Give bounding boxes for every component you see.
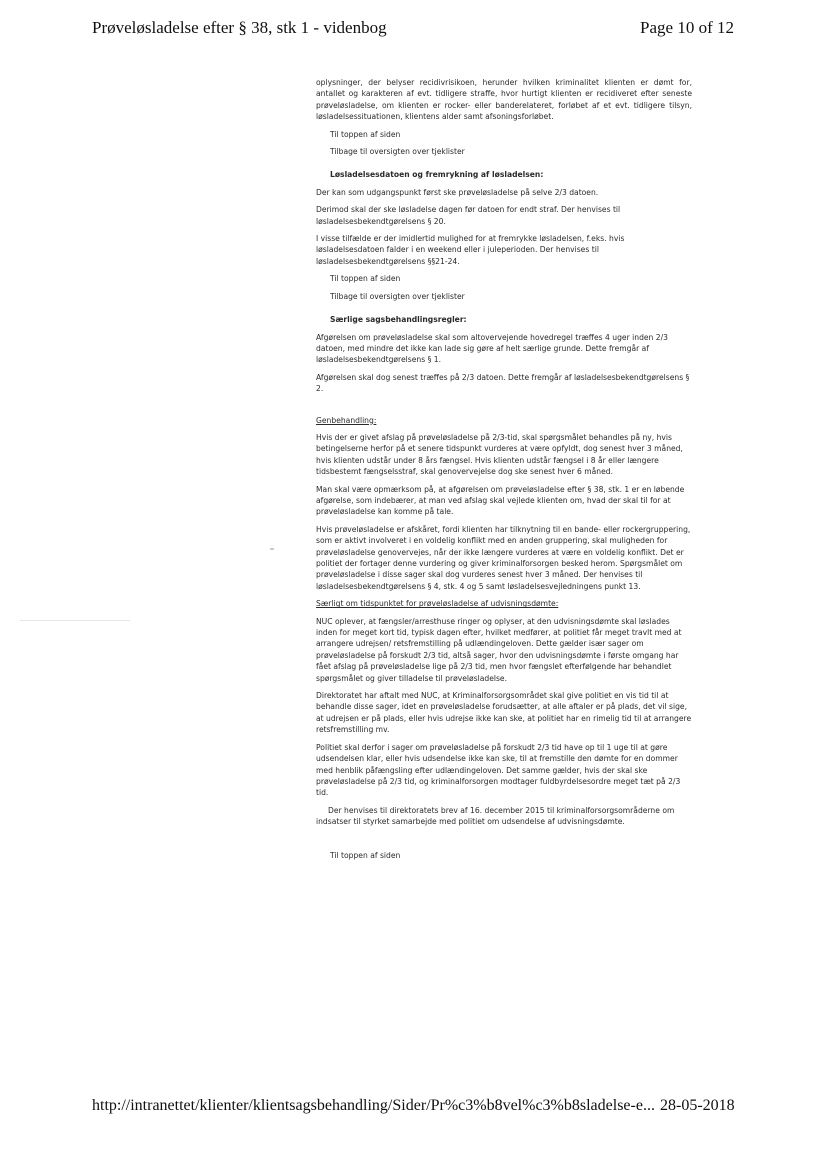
- release-date-paragraph-2: Derimod skal der ske løsladelse dagen før datoen for endt straf. Der henvises til løsladelsesbekendtgørelsens § 20.: [316, 205, 621, 226]
- release-date-paragraph-3: I visse tilfælde er der imidlertid mulighed for at fremrykke løsladelsen, f.eks. hvis løsladelsesdatoen falder i en weekend eller i juleperioden. Der henvises til løsladelsesbekendtgørelsens §§21-24.: [316, 234, 625, 266]
- release-date-paragraph-1: Der kan som udgangspunkt først ske prøveløsladelse på selve 2/3 datoen.: [316, 187, 599, 197]
- deportation-paragraph-1: NUC oplever, at fængsler/arresthuse ringer og oplyser, at den udvisningsdømte skal løslades inden for meget kort tid, typisk dagen efter, hvilket medfører, at politiet får meget travlt med at arrangere udrejsen/ retsfremstilling på udlændingeloven. Dette gælder især sager om prøveløsladelse på forskudt 2/3 tid, altså sager, hvor den udvisningsdømte i første omgang har fået afslag på prøveløsladelse lige på 2/3 tid, men hvor fængslet efterfølgende har behandlet spørgsmålet og giver tilladelse til prøveløsladelse.: [316, 616, 682, 683]
- document-body: [316, 77, 692, 867]
- scan-speck: [20, 620, 130, 621]
- footer-date: 28-05-2018: [660, 1097, 735, 1114]
- page-header-title: Prøveløsladelse efter § 38, stk 1 - videnbog: [92, 18, 387, 37]
- link-back-to-checklists[interactable]: Tilbage til oversigten over tjeklister: [330, 291, 465, 301]
- reconsideration-paragraph-1: Hvis der er givet afslag på prøveløsladelse på 2/3-tid, skal spørgsmålet behandles på ny, hvis betingelserne herfor på et senere tidspunkt vurderes at være opfyldt, dog senest hver 3 måned, hvis klienten udstår under 8 års fængsel. Hvis klienten udstår fængsel i 8 år eller længere tidsbestemt fængselsstraf, skal genovervejelse dog ske senest hver 6 måned.: [316, 432, 683, 477]
- special-rules-paragraph-1: Afgørelsen om prøveløsladelse skal som altovervejende hovedregel træffes 4 uger inden 2/3 datoen, med mindre det ikke kan lade sig gøre af helt særlige grunde. Dette fremgår af løsladelsesbekendtgørelsens § 1.: [316, 332, 669, 365]
- link-top-of-page[interactable]: Til toppen af siden: [330, 274, 401, 284]
- scan-speck: [270, 548, 274, 550]
- deportation-paragraph-3: Politiet skal derfor i sager om prøveløsladelse på forskudt 2/3 tid have op til 1 uge til at gøre udsendelsen klar, eller hvis udsendelse ikke kan ske, til at fremstille den dømte for en dommer med henblik påfængsling efter udlændingeloven. Det samme gælder, hvis der skal ske prøveløsladelse på 2/3 tid, og kriminalforsorgen modtager fuldbyrdelsesordre meget tæt på 2/3 tid.: [316, 742, 681, 798]
- link-top-of-page[interactable]: Til toppen af siden: [330, 129, 401, 139]
- link-back-to-checklists[interactable]: Tilbage til oversigten over tjeklister: [330, 147, 465, 157]
- intro-paragraph: oplysninger, der belyser recidivrisikoen, herunder hvilken kriminalitet klienten er dømt for, antallet og karakteren af evt. tidligere straffe, hvor hurtigt klienten er recidiveret efter seneste prøveløsladelse, om klienten er rocker- eller banderelateret, forløbet af et evt. tidligere tilsyn, løsladelsessituationen, klientens alder samt afsoningsforløbet.: [316, 78, 692, 122]
- page-number: Page 10 of 12: [640, 18, 734, 37]
- heading-release-date: Løsladelsesdatoen og fremrykning af løsladelsen:: [330, 170, 544, 180]
- deportation-paragraph-2: Direktoratet har aftalt med NUC, at Kriminalforsorgsområdet skal give politiet en vis tid til at behandle disse sager, idet en prøveløsladelse forudsætter, at alle aftaler er på plads, det vil sige, at udrejsen er på plads, eller hvis udrejse ikke kan ske, at politiet har en rimelig tid til at arrangere retsfremstilling mv.: [316, 691, 692, 735]
- heading-special-rules: Særlige sagsbehandlingsregler:: [330, 315, 467, 325]
- deportation-paragraph-4: Der henvises til direktoratets brev af 16. december 2015 til kriminalforsorgsområderne om indsatser til styrket samarbejde med politiet om udsendelse af udvisningsdømte.: [316, 805, 675, 827]
- special-rules-paragraph-2: Afgørelsen skal dog senest træffes på 2/3 datoen. Dette fremgår af løsladelsesbekendtgørelsens § 2.: [316, 372, 690, 394]
- reconsideration-paragraph-2: Man skal være opmærksom på, at afgørelsen om prøveløsladelse efter § 38, stk. 1 er en løbende afgørelse, som indebærer, at man ved afslag skal vejlede klienten om, hvad der skal til for at prøveløsladelse kan komme på tale.: [316, 484, 685, 517]
- link-top-of-page[interactable]: Til toppen af siden: [330, 850, 401, 860]
- footer-url: http://intranettet/klienter/klientsagsbehandling/Sider/Pr%c3%b8vel%c3%b8sladelse-e...: [92, 1097, 655, 1114]
- reconsideration-paragraph-3: Hvis prøveløsladelse er afskåret, fordi klienten har tilknytning til en bande- eller rockergruppering, som er aktivt involveret i en voldelig konflikt med en anden gruppering, skal muligheden for prøveløsladelse genovervejes, når der ikke længere vurderes at være en voldelig konflikt. Det er politiet der fortager denne vurdering og giver kriminalforsorgen besked herom. Spørgsmålet om prøveløsladelse i disse sager skal dog vurderes senest hver 3 måned. Der henvises til løsladelsesbekendtgørelsens § 4, stk. 4 og 5 samt løsladelsesvejledningens punkt 13.: [316, 524, 691, 591]
- heading-deportation-timing: Særligt om tidspunktet for prøveløsladelse af udvisningsdømte:: [316, 599, 559, 609]
- heading-reconsideration: Genbehandling:: [316, 415, 377, 425]
